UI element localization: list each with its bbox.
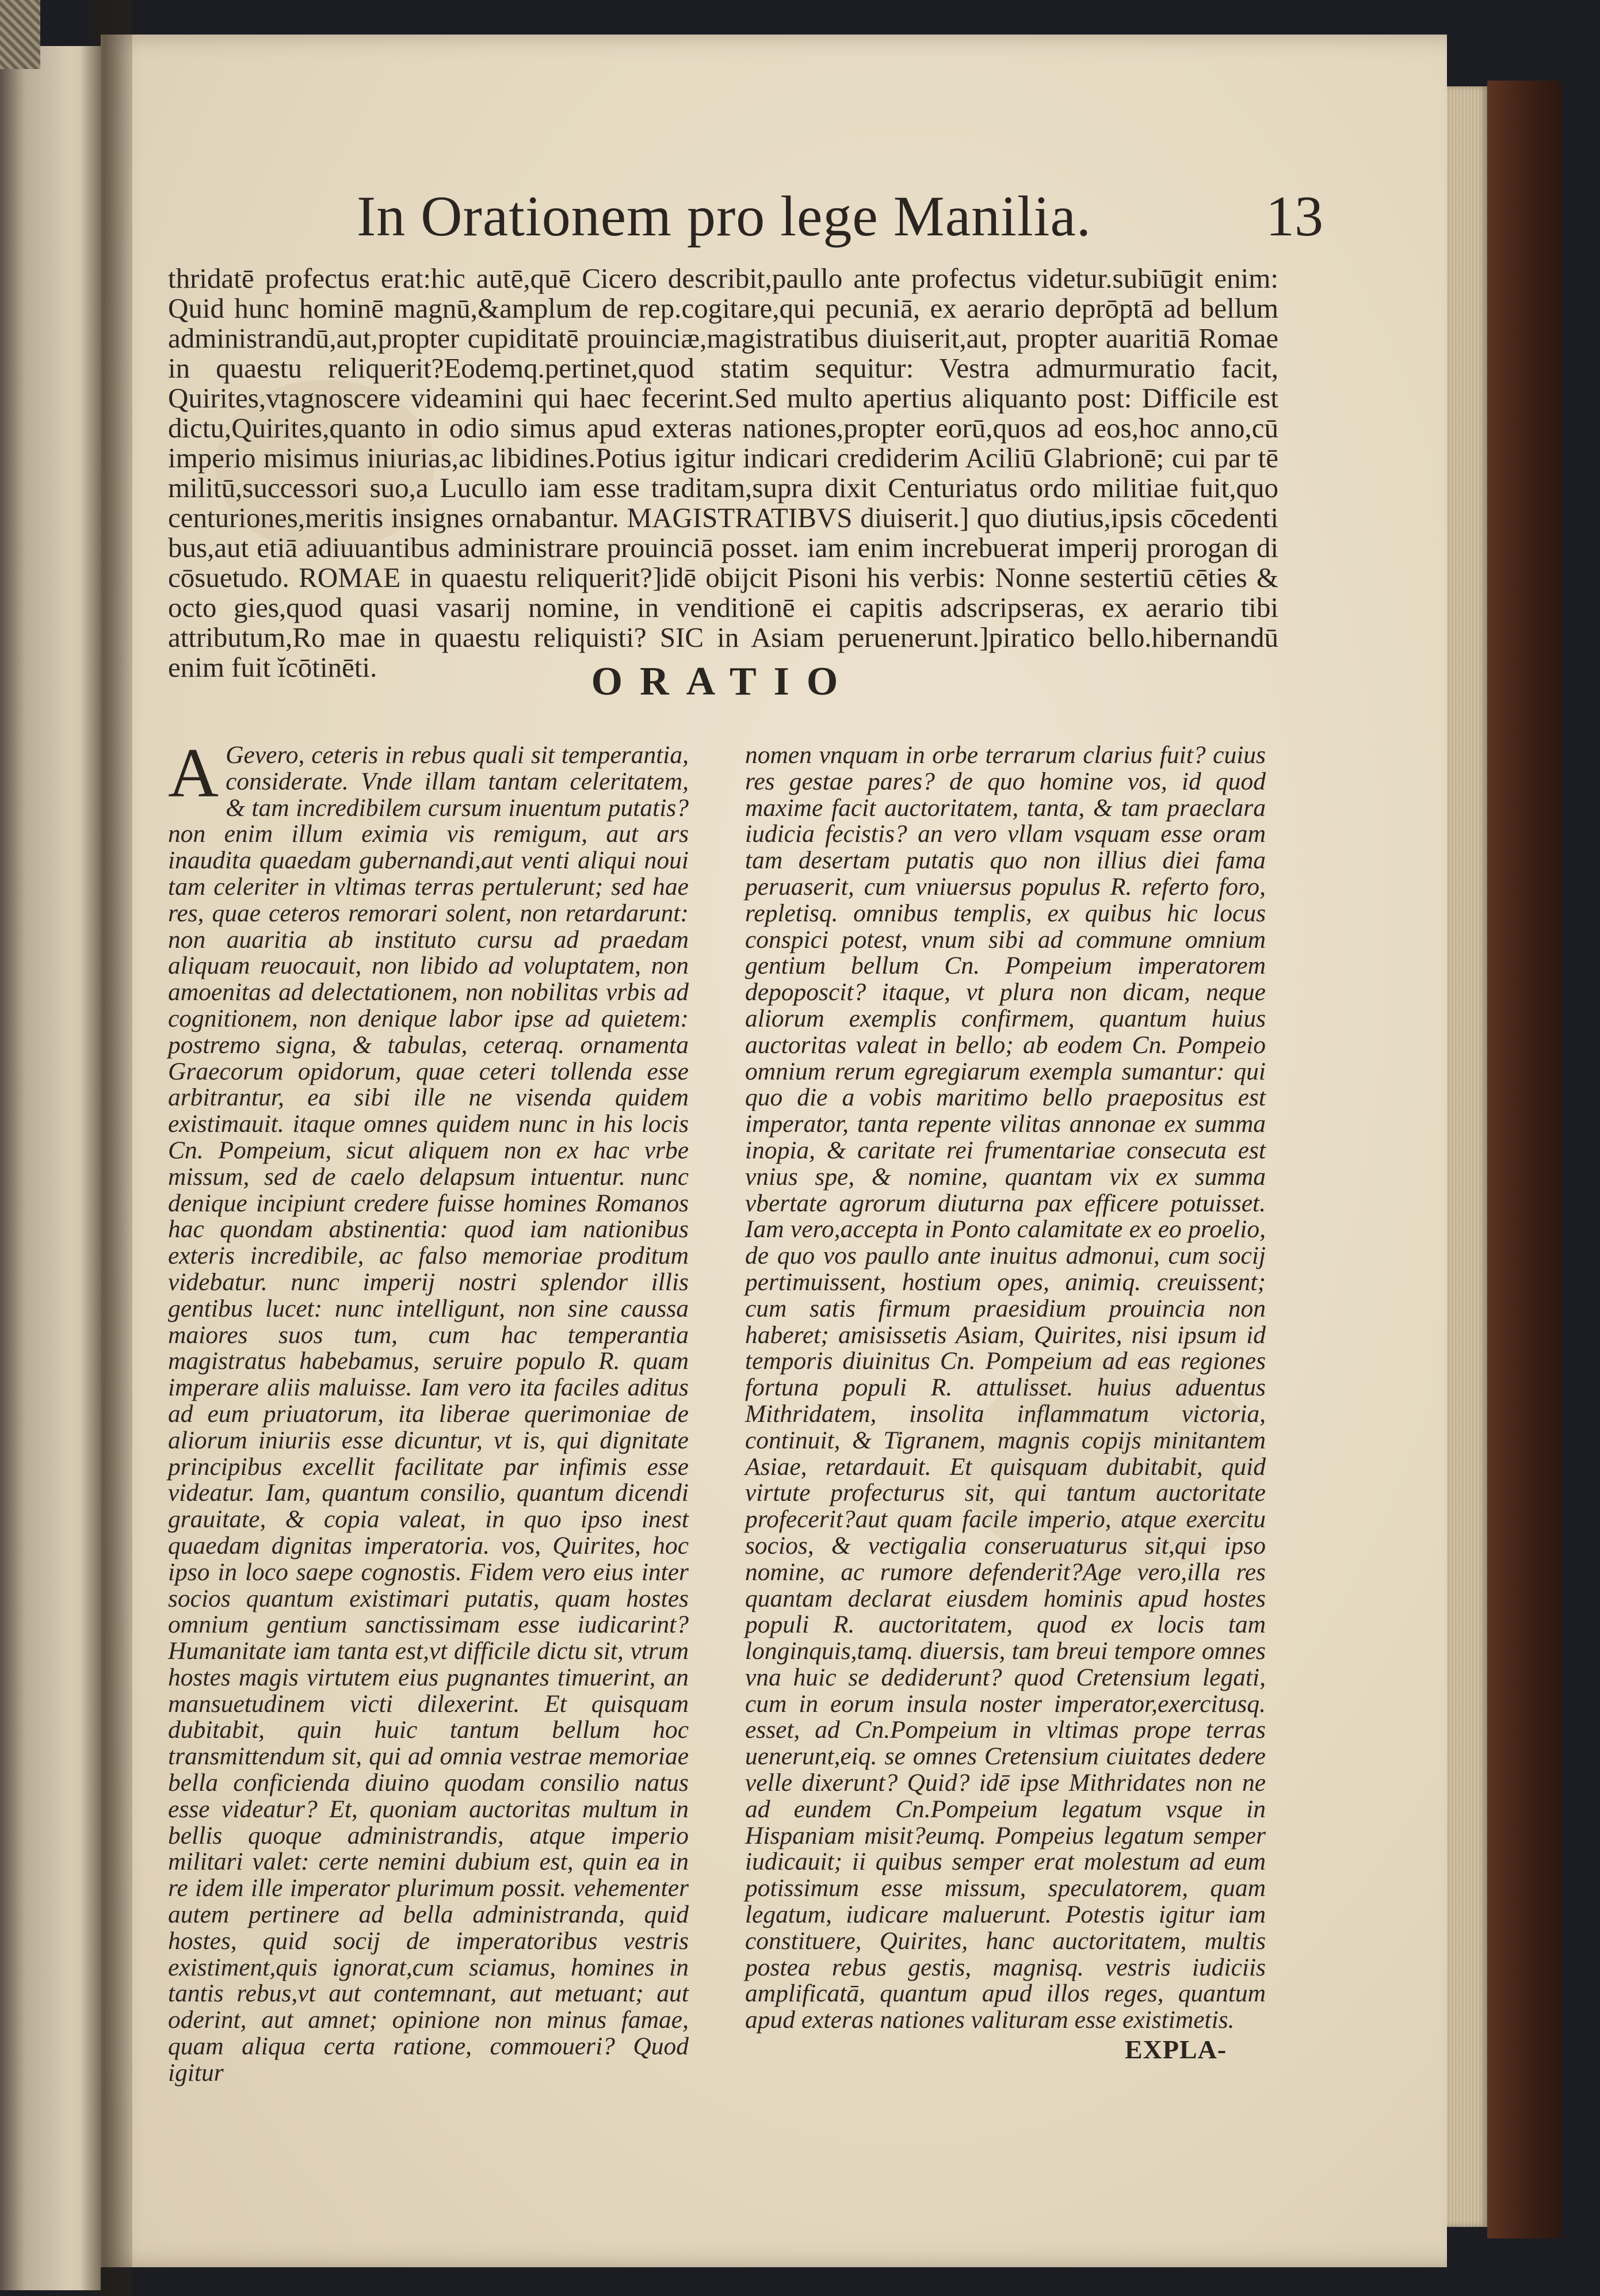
column-left-text: Gevero, ceteris in rebus quali sit temperantia, considerate. Vnde illam tantam celeritatem, & tam incredibilem cursum inuentum putatis? non enim illum eximia vis remigum, aut ars inaudita quaedam gubernandi,aut venti aliqui noui tam celeriter in vltimas terras pertulerunt; sed hae res, quae ceteros remorari solent, non retardarunt: non auaritia ab instituto cursu ad praedam aliquam reuocauit, non libido ad voluptatem, non amoenitas ad delectationem, non nobilitas vrbis ad cognitionem, non denique labor ipse ad quietem: postremo signa, & tabulas, ceteraq. ornamenta Graecorum opidorum, quae ceteri tollenda esse arbitrantur, ea sibi ille ne visenda quidem existimauit. itaque omnes quidem nunc in his locis Cn. Pompeium, sicut aliquem non ex hac vrbe missum, sed de caelo delapsum intuentur. nunc denique incipiunt credere fuisse homines Romanos hac quondam abstinentia: quod iam nationibus exteris incredibile, ac falso memoriae proditum videbatur. nunc imperij nostri splendor illis gentibus lucet: nunc intelligunt, non sine caussa maiores suos tum, cum hac temperantia magistratus habebamus, seruire populo R. quam imperare aliis maluisse. Iam vero ita faciles aditus ad eum priuatorum, ita liberae querimoniae de aliorum iniuriis esse dicuntur, vt is, qui dignitate principibus excellit facilitate par infimis esse videatur. Iam, quantum consilio, quantum dicendi grauitate, & copia valeat, in quo ipso inest quaedam dignitas imperatoria. vos, Quirites, hoc ipso in loco saepe cognostis. Fidem vero eius inter socios quantum existimari putatis, quam hostes omnium gentium sanctissimam esse iudicarint?Humanitate iam tanta est,vt difficile dictu sit, vtrum hostes magis virtutem eius pugnantes timuerint, an mansuetudinem victi dilexerint. Et quisquam dubitabit, quin huic tantum bellum hoc transmittendum sit, qui ad omnia vestrae memoriae bella conficienda diuino quodam consilio natus esse videatur? Et, quoniam auctoritas multum in bellis quoque administrandis, atque imperio militari valet: certe nemini dubium est, quin ea in re idem ille imperator plurimum possit. vehementer autem pertinere ad bella administranda, quid hostes, quid socij de imperatoribus vestris existiment,quis ignorat,cum sciamus, homines in tantis rebus,vt aut contemnant, aut metuant; aut oderint, aut amnet; opinione non minus famae, quam aliqua certa ratione, commoueri? Quod igitur	[168, 741, 689, 2087]
section-heading: ORATIO	[591, 659, 856, 704]
catchword: EXPLA-	[1125, 2035, 1227, 2064]
book-cover-board	[1487, 81, 1562, 2238]
text-column-left	[168, 734, 689, 2087]
page-number: 13	[1266, 184, 1323, 248]
page-block-edges	[1447, 86, 1487, 2227]
text-column-right	[745, 742, 1266, 2034]
column-right-text: nomen vnquam in orbe terrarum clarius fuit? cuius res gestae pares? de quo homine vos, id quod maxime facit auctoritatem, tanta, & tam praeclara iudicia fecistis? an vero vllam vsquam esse oram tam desertam putatis quo non illius diei fama peruaserit, cum vniuersus populus R. referto foro, repletisq. omnibus templis, ex quibus hic locus conspici potest, vnum sibi ad commune omnium gentium bellum Cn. Pompeium imperatorem depoposcit? itaque, vt plura non dicam, neque aliorum exemplis confirmem, quantum huius auctoritas valeat in bello; ab eodem Cn. Pompeio omnium rerum egregiarum exempla sumantur: qui quo die a vobis maritimo bello praepositus est imperator, tanta repente vilitas annonae ex summa inopia, & caritate rei frumentariae consecuta est vnius spe, & nomine, quantam vix ex summa vbertate agrorum diuturna pax efficere potuisset. Iam vero,accepta in Ponto calamitate ex eo proelio, de quo vos paullo ante inuitus admonui, cum socij pertimuissent, hostium opes, animiq. creuissent; cum satis firmum praesidium prouincia non haberet; amisissetis Asiam, Quirites, nisi ipsum id temporis diuinitus Cn. Pompeium ad eas regiones fortuna populi R. attulisset. huius aduentus Mithridatem, insolita inflammatum victoria, continuit, & Tigranem, magnis copijs minitantem Asiae, retardauit. Et quisquam dubitabit, quid virtute profecturus sit, qui tantum auctoritate profecerit?aut quam facile imperio, atque exercitu socios, & vectigalia conseruaturus sit,qui ipso nomine, ac rumore defenderit?Age vero,illa res quantam declarat eiusdem hominis apud hostes populi R. auctoritatem, quod ex locis tam longinquis,tamq. diuersis, tam breui tempore omnes vna huic se dediderunt? quod Cretensium legati, cum in eorum insula noster imperator,exercitusq. esset, ad Cn.Pompeium in vltimas prope terras uenerunt,eiq. se omnes Cretensium ciuitates dedere velle dixerunt? Quid? idē ipse Mithridates non ne ad eundem Cn.Pompeium legatum vsque in Hispaniam misit?eumq. Pompeius legatum semper iudicauit; ii quibus semper erat molestum ad eum potissimum esse missum, speculatorem, quam legatum, iudicare maluerunt. Potestis igitur iam constituere, Quirites, hanc auctoritatem, multis postea rebus gestis, magnisq. vestris iudiciis amplificatā, quantum apud illos reges, quantum apud exteras nationes valituram esse existimetis.	[745, 741, 1266, 2034]
commentary-text: thridatē profectus erat:hic autē,quē Cicero describit,paullo ante profectus videtur.subiūgit enim: Quid hunc hominē magnū,&amplum de rep.cogitare,qui pecuniā, ex aerario deprōptā ad bellum administrandū,aut,propter cupiditatē prouinciæ,magistratibus diuiserit,aut, propter auaritiā Romae in quaestu reliquerit?Eodemq.pertinet,quod statim sequitur: Vestra admurmuratio facit, Quirites,vtagnoscere videamini qui haec fecerint.Sed multo apertius aliquanto post: Difficile est dictu,Quirites,quanto in odio simus apud exteras nationes,propter eorū,quos ad eos,hoc anno,cū imperio misimus iniurias,ac libidines.Potius igitur indicari crediderim Aciliū Glabrionē; cui par tē militū,successori suo,a Lucullo iam esse traditam,supra dixit Centuriatus ordo militiae fuit,quo centuriones,meritis insignes ornabantur. MAGISTRATIBVS diuiserit.] quo diutius,ipsis cōcedenti bus,aut etiā adiuuantibus administrare prouinciā posset. iam enim increbuerat imperij prorogan di cōsuetudo. ROMAE in quaestu reliquerit?]idē obijcit Pisoni his verbis: Nonne sestertiū cēties & octo gies,quod quasi vasarij nomine, in venditionē ei capitis adscripseras, ex aerario tibi attributum,Ro mae in quaestu reliquisti? SIC in Asiam peruenerunt.]piratico bello.hibernandū enim fuit ĭcōtinēti.	[168, 262, 1278, 683]
gutter-shadow	[81, 0, 132, 2296]
running-title: In Orationem pro lege Manilia.	[357, 184, 1091, 248]
page-header	[357, 183, 1323, 264]
headband	[0, 0, 40, 69]
commentary-block	[168, 264, 1278, 682]
drop-cap: A	[168, 734, 219, 812]
